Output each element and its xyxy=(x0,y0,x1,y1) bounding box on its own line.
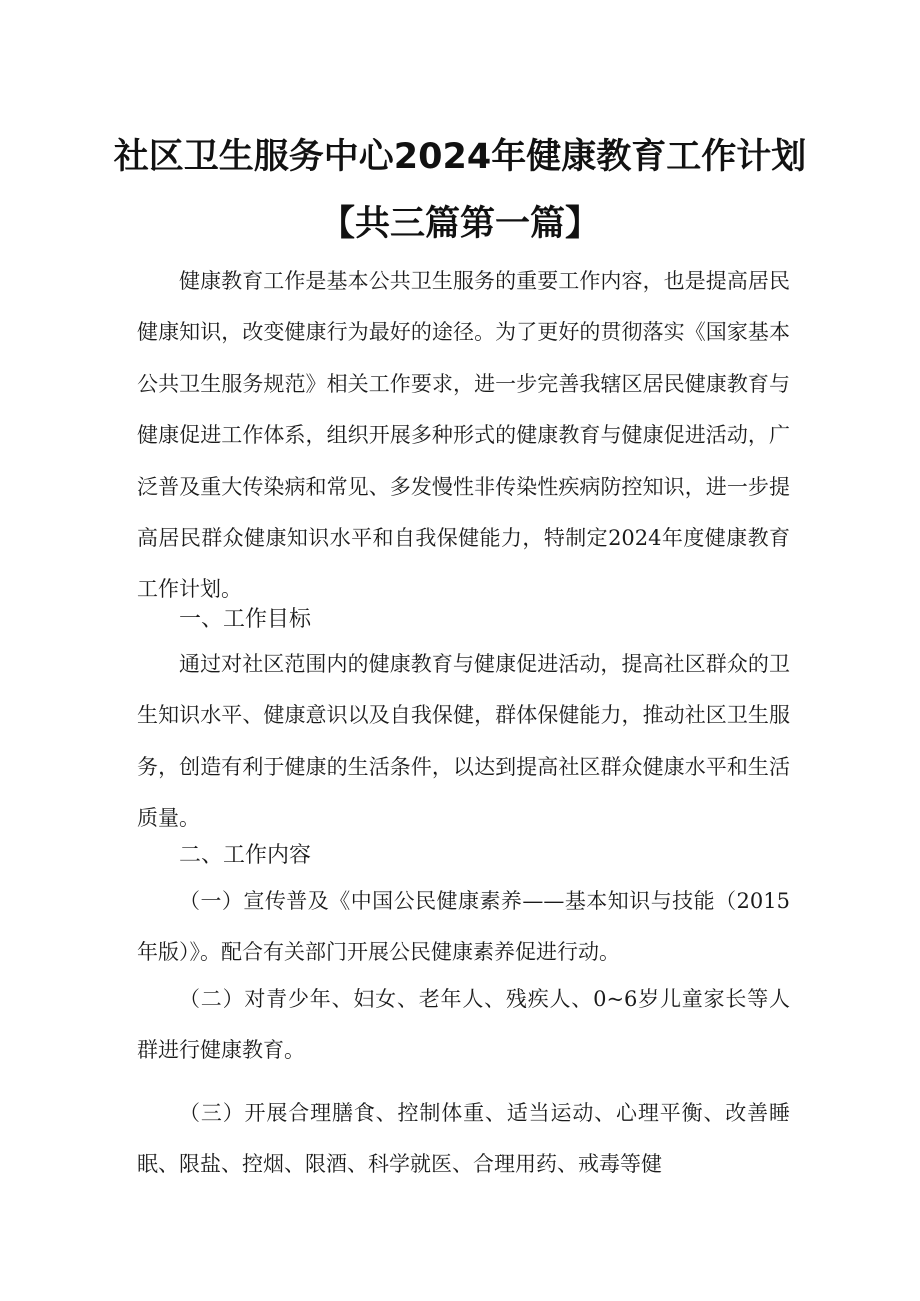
section-heading-goals: 一、工作目标 xyxy=(179,607,312,632)
intro-paragraph: 健康教育工作是基本公共卫生服务的重要工作内容，也是提高居民健康知识，改变健康行为最好的途径。为了更好的贯彻落实《国家基本公共卫生服务规范》相关工作要求，进一步完善我辖区居民健康教育与健康促进工作体系，组织开展多种形式的健康教育与健康促进活动，广泛普及重大传染病和常见、多发慢性非传染性疾病防控知识，进一步提高居民群众健康知识水平和自我保健能力，特制定2024年度健康教育工作计划。 xyxy=(137,269,790,602)
content-item-3: （三）开展合理膳食、控制体重、适当运动、心理平衡、改善睡眠、限盐、控烟、限酒、科学就医、合理用药、戒毒等健 xyxy=(137,1101,790,1177)
document-subtitle: 【共三篇第一篇】 xyxy=(319,204,600,244)
document-title: 社区卫生服务中心2024年健康教育工作计划 xyxy=(113,137,807,177)
section-heading-content: 二、工作内容 xyxy=(179,843,312,868)
goals-paragraph: 通过对社区范围内的健康教育与健康促进活动，提高社区群众的卫生知识水平、健康意识以及自我保健，群体保健能力，推动社区卫生服务，创造有利于健康的生活条件，以达到提高社区群众健康水平和生活质量。 xyxy=(137,652,790,831)
content-item-1: （一）宣传普及《中国公民健康素养——基本知识与技能（2015年版）》。配合有关部门开展公民健康素养促进行动。 xyxy=(137,889,790,965)
content-item-2: （二）对青少年、妇女、老年人、残疾人、0~6岁儿童家长等人群进行健康教育。 xyxy=(137,987,790,1063)
